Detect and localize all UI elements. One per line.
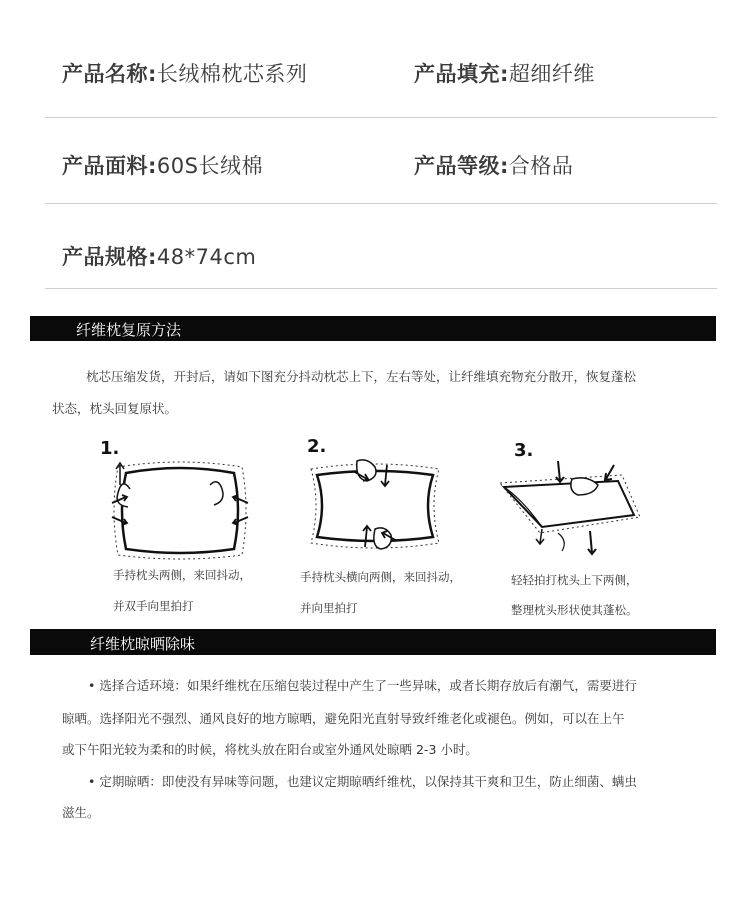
step-1-number: 1. [100,438,120,459]
section-bar-restore [30,316,716,341]
spec-fabric-label: 产品面料: [62,154,157,178]
spec-filling-value: 超细纤维 [508,62,595,86]
section-bar-airing [30,629,716,655]
spec-fabric [62,150,263,180]
airing-p1-line2: 晾晒。选择阳光不强烈、通风良好的地方晾晒，避免阳光直射导致纤维老化或褪色。例如，可以在上午 [62,711,625,726]
step-2-number: 2. [307,436,327,457]
airing-p1-line1: • 选择合适环境：如果纤维枕在压缩包装过程中产生了一些异味，或者长期存放后有潮气，需要进行 [88,678,637,693]
step-1-caption-line2: 并双手向里拍打 [113,599,194,613]
spec-name [62,58,307,88]
spec-filling-label: 产品填充: [414,62,509,86]
spec-size [62,241,256,271]
step-3-number: 3. [514,440,534,461]
spec-fabric-value: 60S长绒棉 [156,154,263,178]
spec-grade-value: 合格品 [508,154,574,178]
divider [45,288,717,289]
restore-intro-line2: 状态，枕头回复原状。 [52,401,178,416]
section-title-restore: 纤维枕复原方法 [76,321,182,339]
spec-name-label: 产品名称: [62,62,157,86]
step-3-illustration [498,455,658,560]
airing-p1-line3: 或下午阳光较为柔和的时候，将枕头放在阳台或室外通风处晾晒 2-3 小时。 [62,742,478,757]
section-title-airing: 纤维枕晾晒除味 [90,635,196,653]
spec-size-label: 产品规格: [62,245,157,269]
restore-intro-line1: 枕芯压缩发货，开封后，请如下图充分抖动枕芯上下，左右等处，让纤维填充物充分散开，恢复蓬松 [86,369,637,384]
divider [45,203,717,204]
airing-p2-line1: • 定期晾晒：即使没有异味等问题，也建议定期晾晒纤维枕，以保持其干爽和卫生，防止细菌、螨虫 [88,774,637,789]
spec-grade-label: 产品等级: [414,154,509,178]
spec-grade [414,150,573,180]
step-1-caption-line1: 手持枕头两侧，来回抖动， [113,568,251,582]
step-3-caption-line1: 轻轻拍打枕头上下两侧， [511,573,638,587]
step-3-caption-line2: 整理枕头形状使其蓬松。 [511,603,638,617]
divider [45,117,717,118]
spec-size-value: 48*74cm [156,245,257,269]
step-2-illustration [305,455,445,555]
spec-filling [414,58,595,88]
step-1-illustration [100,455,260,560]
step-2-caption-line1: 手持枕头横向两侧，来回抖动， [300,570,461,584]
airing-p2-line2: 滋生。 [62,805,100,820]
spec-name-value: 长绒棉枕芯系列 [156,62,308,86]
step-2-caption-line2: 并向里拍打 [300,601,358,615]
